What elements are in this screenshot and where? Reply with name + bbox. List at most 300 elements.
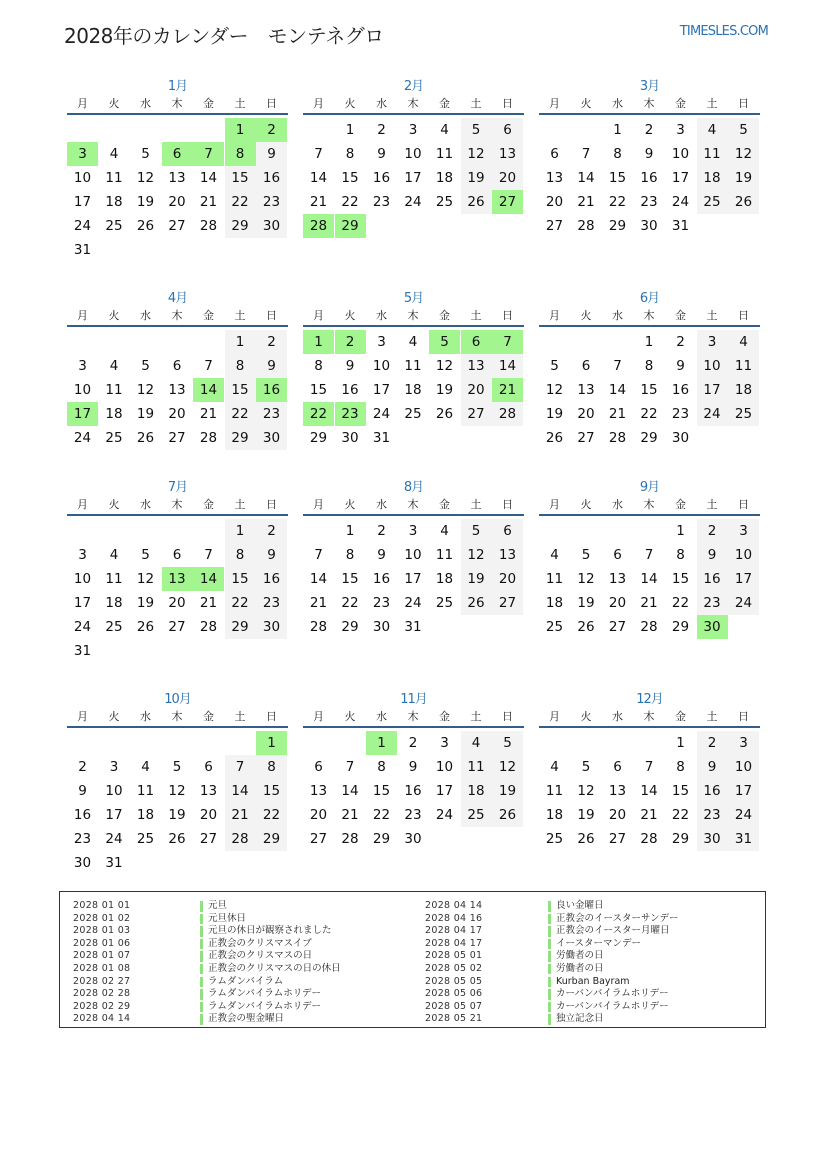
day-cell[interactable]: 10 [372, 358, 391, 374]
day-cell[interactable]: 24 [435, 807, 454, 823]
day-cell[interactable]: 28 [608, 430, 627, 446]
holiday-day-cell[interactable]: 3 [67, 142, 98, 166]
day-cell[interactable]: 20 [608, 807, 627, 823]
day-cell[interactable]: 29 [671, 619, 690, 635]
day-cell[interactable]: 3 [109, 759, 119, 775]
day-cell[interactable]: 4 [440, 122, 449, 138]
day-cell[interactable]: 19 [136, 406, 155, 422]
day-cell[interactable]: 31 [671, 218, 690, 234]
day-cell[interactable]: 21 [577, 194, 595, 210]
day-cell[interactable]: 16 [697, 779, 728, 803]
day-cell[interactable]: 30 [404, 831, 422, 847]
day-cell[interactable]: 25 [105, 218, 123, 234]
day-cell[interactable]: 13 [309, 783, 328, 799]
day-cell[interactable]: 4 [461, 731, 492, 755]
day-cell[interactable]: 15 [341, 571, 359, 587]
day-cell[interactable]: 23 [671, 406, 690, 422]
day-cell[interactable]: 19 [435, 382, 454, 398]
day-cell[interactable]: 11 [404, 358, 422, 374]
holiday-day-cell[interactable]: 30 [697, 615, 728, 639]
day-cell[interactable]: 6 [492, 519, 523, 543]
day-cell[interactable]: 16 [671, 382, 690, 398]
day-cell[interactable]: 15 [225, 166, 256, 190]
day-cell[interactable]: 22 [225, 190, 256, 214]
day-cell[interactable]: 17 [404, 170, 422, 186]
day-cell[interactable]: 27 [168, 430, 186, 446]
day-cell[interactable]: 23 [372, 194, 391, 210]
day-cell[interactable]: 30 [372, 619, 391, 635]
day-cell[interactable]: 12 [577, 783, 595, 799]
day-cell[interactable]: 2 [78, 759, 87, 775]
day-cell[interactable]: 20 [309, 807, 328, 823]
holiday-day-cell[interactable]: 29 [335, 214, 366, 238]
day-cell[interactable]: 26 [577, 619, 595, 635]
day-cell[interactable]: 10 [105, 783, 123, 799]
day-cell[interactable]: 16 [404, 783, 422, 799]
day-cell[interactable]: 25 [728, 402, 759, 426]
day-cell[interactable]: 23 [256, 591, 287, 615]
day-cell[interactable]: 15 [225, 567, 256, 591]
day-cell[interactable]: 18 [697, 166, 728, 190]
day-cell[interactable]: 10 [404, 146, 422, 162]
day-cell[interactable]: 13 [168, 170, 186, 186]
day-cell[interactable]: 10 [404, 547, 422, 563]
day-cell[interactable]: 7 [204, 547, 213, 563]
day-cell[interactable]: 7 [613, 358, 622, 374]
day-cell[interactable]: 15 [671, 783, 690, 799]
day-cell[interactable]: 27 [492, 591, 523, 615]
day-cell[interactable]: 17 [404, 571, 422, 587]
day-cell[interactable]: 12 [461, 543, 492, 567]
day-cell[interactable]: 27 [608, 619, 627, 635]
day-cell[interactable]: 20 [461, 378, 492, 402]
day-cell[interactable]: 17 [73, 194, 92, 210]
day-cell[interactable]: 30 [256, 426, 287, 450]
day-cell[interactable]: 22 [671, 595, 690, 611]
day-cell[interactable]: 18 [435, 571, 454, 587]
day-cell[interactable]: 30 [671, 430, 690, 446]
day-cell[interactable]: 1 [613, 122, 622, 138]
holiday-day-cell[interactable]: 16 [256, 378, 287, 402]
day-cell[interactable]: 24 [73, 619, 92, 635]
day-cell[interactable]: 9 [408, 759, 418, 775]
day-cell[interactable]: 6 [172, 358, 182, 374]
day-cell[interactable]: 20 [577, 406, 595, 422]
day-cell[interactable]: 31 [73, 643, 92, 659]
day-cell[interactable]: 20 [199, 807, 218, 823]
day-cell[interactable]: 25 [404, 406, 422, 422]
day-cell[interactable]: 21 [341, 807, 359, 823]
day-cell[interactable]: 29 [640, 430, 658, 446]
holiday-day-cell[interactable]: 14 [193, 567, 224, 591]
holiday-day-cell[interactable]: 1 [256, 731, 287, 755]
day-cell[interactable]: 13 [492, 142, 523, 166]
day-cell[interactable]: 26 [461, 190, 492, 214]
day-cell[interactable]: 29 [671, 831, 690, 847]
day-cell[interactable]: 23 [697, 803, 728, 827]
day-cell[interactable]: 26 [136, 430, 155, 446]
day-cell[interactable]: 21 [199, 406, 218, 422]
day-cell[interactable]: 15 [256, 779, 287, 803]
day-cell[interactable]: 16 [341, 382, 359, 398]
day-cell[interactable]: 18 [105, 406, 123, 422]
day-cell[interactable]: 29 [309, 430, 328, 446]
day-cell[interactable]: 6 [314, 759, 323, 775]
day-cell[interactable]: 7 [644, 547, 654, 563]
day-cell[interactable]: 21 [608, 406, 627, 422]
day-cell[interactable]: 21 [640, 807, 658, 823]
day-cell[interactable]: 31 [105, 855, 123, 871]
day-cell[interactable]: 29 [341, 619, 359, 635]
holiday-day-cell[interactable]: 27 [492, 190, 523, 214]
day-cell[interactable]: 4 [440, 523, 449, 539]
day-cell[interactable]: 8 [377, 759, 386, 775]
day-cell[interactable]: 19 [492, 779, 523, 803]
day-cell[interactable]: 9 [256, 354, 287, 378]
day-cell[interactable]: 9 [256, 543, 287, 567]
day-cell[interactable]: 22 [225, 402, 256, 426]
day-cell[interactable]: 12 [136, 170, 155, 186]
day-cell[interactable]: 8 [256, 755, 287, 779]
day-cell[interactable]: 17 [728, 567, 759, 591]
day-cell[interactable]: 1 [225, 330, 256, 354]
day-cell[interactable]: 5 [172, 759, 182, 775]
day-cell[interactable]: 8 [613, 146, 622, 162]
day-cell[interactable]: 29 [225, 615, 256, 639]
day-cell[interactable]: 2 [377, 122, 386, 138]
holiday-day-cell[interactable]: 28 [303, 214, 334, 238]
day-cell[interactable]: 22 [225, 591, 256, 615]
day-cell[interactable]: 22 [608, 194, 627, 210]
day-cell[interactable]: 25 [435, 194, 454, 210]
day-cell[interactable]: 24 [697, 402, 728, 426]
day-cell[interactable]: 18 [545, 595, 564, 611]
day-cell[interactable]: 28 [341, 831, 359, 847]
day-cell[interactable]: 11 [105, 382, 123, 398]
day-cell[interactable]: 6 [172, 547, 182, 563]
holiday-day-cell[interactable]: 2 [335, 330, 366, 354]
day-cell[interactable]: 3 [697, 330, 728, 354]
day-cell[interactable]: 23 [73, 831, 92, 847]
day-cell[interactable]: 19 [461, 567, 492, 591]
day-cell[interactable]: 24 [728, 591, 759, 615]
day-cell[interactable]: 5 [581, 547, 591, 563]
day-cell[interactable]: 16 [256, 166, 287, 190]
day-cell[interactable]: 13 [461, 354, 492, 378]
day-cell[interactable]: 13 [608, 783, 627, 799]
day-cell[interactable]: 14 [225, 779, 256, 803]
day-cell[interactable]: 12 [545, 382, 564, 398]
holiday-day-cell[interactable]: 1 [225, 118, 256, 142]
day-cell[interactable]: 16 [372, 571, 391, 587]
day-cell[interactable]: 3 [408, 122, 418, 138]
day-cell[interactable]: 7 [204, 358, 213, 374]
day-cell[interactable]: 24 [73, 218, 92, 234]
day-cell[interactable]: 26 [461, 591, 492, 615]
day-cell[interactable]: 12 [168, 783, 186, 799]
day-cell[interactable]: 30 [256, 214, 287, 238]
holiday-day-cell[interactable]: 2 [256, 118, 287, 142]
day-cell[interactable]: 19 [136, 194, 155, 210]
day-cell[interactable]: 25 [545, 831, 564, 847]
day-cell[interactable]: 17 [372, 382, 391, 398]
day-cell[interactable]: 12 [728, 142, 759, 166]
holiday-day-cell[interactable]: 7 [193, 142, 224, 166]
day-cell[interactable]: 25 [461, 803, 492, 827]
day-cell[interactable]: 14 [309, 571, 328, 587]
day-cell[interactable]: 29 [372, 831, 391, 847]
day-cell[interactable]: 22 [256, 803, 287, 827]
day-cell[interactable]: 8 [644, 358, 654, 374]
day-cell[interactable]: 7 [314, 146, 323, 162]
day-cell[interactable]: 12 [577, 571, 595, 587]
day-cell[interactable]: 11 [105, 571, 123, 587]
day-cell[interactable]: 7 [314, 547, 323, 563]
day-cell[interactable]: 3 [78, 358, 87, 374]
day-cell[interactable]: 1 [676, 523, 685, 539]
day-cell[interactable]: 10 [728, 543, 759, 567]
day-cell[interactable]: 3 [78, 547, 87, 563]
day-cell[interactable]: 22 [341, 194, 359, 210]
day-cell[interactable]: 9 [345, 358, 355, 374]
holiday-day-cell[interactable]: 23 [335, 402, 366, 426]
day-cell[interactable]: 11 [545, 571, 564, 587]
day-cell[interactable]: 8 [676, 547, 685, 563]
day-cell[interactable]: 14 [492, 354, 523, 378]
day-cell[interactable]: 13 [492, 543, 523, 567]
day-cell[interactable]: 14 [309, 170, 328, 186]
day-cell[interactable]: 26 [545, 430, 564, 446]
holiday-day-cell[interactable]: 14 [193, 378, 224, 402]
day-cell[interactable]: 13 [577, 382, 595, 398]
day-cell[interactable]: 18 [545, 807, 564, 823]
day-cell[interactable]: 20 [545, 194, 564, 210]
day-cell[interactable]: 29 [225, 426, 256, 450]
day-cell[interactable]: 18 [728, 378, 759, 402]
day-cell[interactable]: 27 [461, 402, 492, 426]
day-cell[interactable]: 4 [728, 330, 759, 354]
day-cell[interactable]: 16 [697, 567, 728, 591]
day-cell[interactable]: 11 [697, 142, 728, 166]
day-cell[interactable]: 3 [676, 122, 685, 138]
day-cell[interactable]: 14 [640, 783, 658, 799]
day-cell[interactable]: 28 [199, 218, 218, 234]
day-cell[interactable]: 2 [644, 122, 654, 138]
day-cell[interactable]: 6 [613, 547, 622, 563]
day-cell[interactable]: 21 [199, 595, 218, 611]
day-cell[interactable]: 1 [644, 334, 654, 350]
day-cell[interactable]: 20 [168, 595, 186, 611]
site-logo[interactable]: TIMESLES.COM [679, 24, 768, 39]
day-cell[interactable]: 23 [256, 190, 287, 214]
day-cell[interactable]: 8 [314, 358, 323, 374]
day-cell[interactable]: 2 [697, 519, 728, 543]
holiday-day-cell[interactable]: 1 [303, 330, 334, 354]
day-cell[interactable]: 14 [341, 783, 359, 799]
day-cell[interactable]: 20 [492, 166, 523, 190]
day-cell[interactable]: 3 [728, 519, 759, 543]
day-cell[interactable]: 4 [550, 759, 559, 775]
day-cell[interactable]: 21 [309, 194, 328, 210]
day-cell[interactable]: 31 [404, 619, 422, 635]
day-cell[interactable]: 24 [404, 595, 422, 611]
holiday-day-cell[interactable]: 13 [162, 567, 193, 591]
day-cell[interactable]: 1 [676, 735, 685, 751]
day-cell[interactable]: 23 [697, 591, 728, 615]
day-cell[interactable]: 14 [577, 170, 595, 186]
day-cell[interactable]: 17 [728, 779, 759, 803]
day-cell[interactable]: 18 [461, 779, 492, 803]
day-cell[interactable]: 18 [105, 595, 123, 611]
day-cell[interactable]: 23 [372, 595, 391, 611]
day-cell[interactable]: 27 [168, 619, 186, 635]
day-cell[interactable]: 30 [73, 855, 92, 871]
day-cell[interactable]: 26 [168, 831, 186, 847]
day-cell[interactable]: 11 [136, 783, 155, 799]
day-cell[interactable]: 27 [199, 831, 218, 847]
day-cell[interactable]: 9 [78, 783, 87, 799]
day-cell[interactable]: 21 [309, 595, 328, 611]
day-cell[interactable]: 2 [697, 731, 728, 755]
holiday-day-cell[interactable]: 5 [429, 330, 460, 354]
day-cell[interactable]: 19 [168, 807, 186, 823]
day-cell[interactable]: 25 [136, 831, 155, 847]
day-cell[interactable]: 15 [372, 783, 391, 799]
day-cell[interactable]: 8 [345, 547, 355, 563]
day-cell[interactable]: 9 [676, 358, 685, 374]
day-cell[interactable]: 16 [640, 170, 658, 186]
day-cell[interactable]: 24 [728, 803, 759, 827]
day-cell[interactable]: 9 [377, 146, 386, 162]
day-cell[interactable]: 25 [105, 430, 123, 446]
day-cell[interactable]: 17 [697, 378, 728, 402]
day-cell[interactable]: 29 [256, 827, 287, 851]
day-cell[interactable]: 5 [728, 118, 759, 142]
day-cell[interactable]: 9 [697, 543, 728, 567]
holiday-day-cell[interactable]: 17 [67, 402, 98, 426]
day-cell[interactable]: 26 [492, 803, 523, 827]
day-cell[interactable]: 14 [608, 382, 627, 398]
day-cell[interactable]: 9 [256, 142, 287, 166]
day-cell[interactable]: 9 [377, 547, 386, 563]
day-cell[interactable]: 28 [225, 827, 256, 851]
day-cell[interactable]: 24 [404, 194, 422, 210]
day-cell[interactable]: 12 [136, 571, 155, 587]
day-cell[interactable]: 20 [492, 567, 523, 591]
day-cell[interactable]: 5 [581, 759, 591, 775]
day-cell[interactable]: 17 [671, 170, 690, 186]
day-cell[interactable]: 9 [644, 146, 654, 162]
day-cell[interactable]: 28 [199, 619, 218, 635]
day-cell[interactable]: 22 [671, 807, 690, 823]
day-cell[interactable]: 15 [671, 571, 690, 587]
day-cell[interactable]: 4 [550, 547, 559, 563]
day-cell[interactable]: 26 [577, 831, 595, 847]
day-cell[interactable]: 15 [608, 170, 627, 186]
day-cell[interactable]: 26 [435, 406, 454, 422]
day-cell[interactable]: 13 [608, 571, 627, 587]
day-cell[interactable]: 18 [105, 194, 123, 210]
day-cell[interactable]: 10 [728, 755, 759, 779]
day-cell[interactable]: 7 [225, 755, 256, 779]
day-cell[interactable]: 15 [309, 382, 328, 398]
day-cell[interactable]: 26 [728, 190, 759, 214]
day-cell[interactable]: 6 [492, 118, 523, 142]
day-cell[interactable]: 1 [345, 523, 355, 539]
day-cell[interactable]: 5 [461, 519, 492, 543]
day-cell[interactable]: 3 [408, 523, 418, 539]
day-cell[interactable]: 15 [640, 382, 658, 398]
day-cell[interactable]: 20 [168, 194, 186, 210]
day-cell[interactable]: 13 [168, 382, 186, 398]
day-cell[interactable]: 4 [109, 547, 119, 563]
day-cell[interactable]: 4 [109, 358, 119, 374]
day-cell[interactable]: 18 [435, 170, 454, 186]
day-cell[interactable]: 28 [577, 218, 595, 234]
day-cell[interactable]: 11 [728, 354, 759, 378]
day-cell[interactable]: 8 [225, 543, 256, 567]
day-cell[interactable]: 6 [550, 146, 559, 162]
day-cell[interactable]: 23 [256, 402, 287, 426]
day-cell[interactable]: 7 [644, 759, 654, 775]
day-cell[interactable]: 9 [697, 755, 728, 779]
day-cell[interactable]: 19 [136, 595, 155, 611]
day-cell[interactable]: 8 [676, 759, 685, 775]
day-cell[interactable]: 18 [404, 382, 422, 398]
day-cell[interactable]: 8 [225, 354, 256, 378]
day-cell[interactable]: 27 [608, 831, 627, 847]
day-cell[interactable]: 27 [309, 831, 328, 847]
day-cell[interactable]: 27 [545, 218, 564, 234]
day-cell[interactable]: 24 [671, 194, 690, 210]
day-cell[interactable]: 16 [372, 170, 391, 186]
day-cell[interactable]: 15 [225, 378, 256, 402]
day-cell[interactable]: 29 [225, 214, 256, 238]
day-cell[interactable]: 6 [581, 358, 591, 374]
holiday-day-cell[interactable]: 6 [162, 142, 193, 166]
day-cell[interactable]: 25 [435, 595, 454, 611]
day-cell[interactable]: 16 [256, 567, 287, 591]
day-cell[interactable]: 5 [461, 118, 492, 142]
day-cell[interactable]: 11 [105, 170, 123, 186]
day-cell[interactable]: 6 [204, 759, 213, 775]
day-cell[interactable]: 16 [73, 807, 92, 823]
day-cell[interactable]: 30 [256, 615, 287, 639]
day-cell[interactable]: 28 [640, 831, 658, 847]
day-cell[interactable]: 7 [345, 759, 355, 775]
day-cell[interactable]: 11 [435, 146, 454, 162]
day-cell[interactable]: 22 [640, 406, 658, 422]
day-cell[interactable]: 30 [640, 218, 658, 234]
day-cell[interactable]: 11 [545, 783, 564, 799]
holiday-day-cell[interactable]: 22 [303, 402, 334, 426]
day-cell[interactable]: 14 [640, 571, 658, 587]
day-cell[interactable]: 28 [640, 619, 658, 635]
day-cell[interactable]: 5 [492, 731, 523, 755]
day-cell[interactable]: 15 [341, 170, 359, 186]
day-cell[interactable]: 31 [73, 242, 92, 258]
day-cell[interactable]: 12 [492, 755, 523, 779]
holiday-day-cell[interactable]: 6 [461, 330, 492, 354]
day-cell[interactable]: 2 [676, 334, 685, 350]
day-cell[interactable]: 17 [435, 783, 454, 799]
day-cell[interactable]: 19 [728, 166, 759, 190]
day-cell[interactable]: 1 [225, 519, 256, 543]
day-cell[interactable]: 2 [408, 735, 418, 751]
day-cell[interactable]: 2 [256, 330, 287, 354]
day-cell[interactable]: 2 [256, 519, 287, 543]
day-cell[interactable]: 21 [225, 803, 256, 827]
